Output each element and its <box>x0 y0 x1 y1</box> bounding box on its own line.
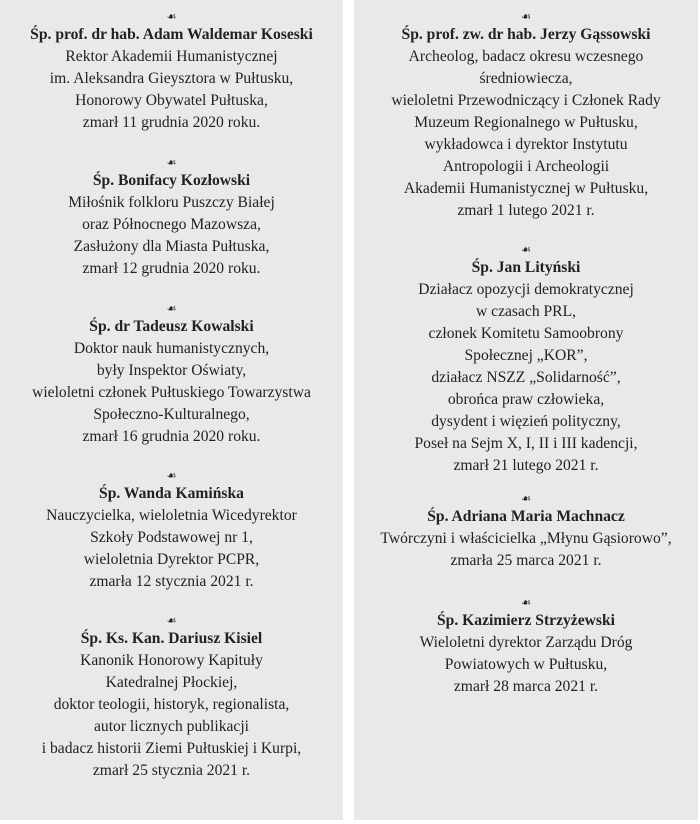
obituary-entry <box>354 492 698 572</box>
description-line: wieloletni członek Pułtuskiego Towarzystwa <box>32 384 311 401</box>
left-column <box>0 0 343 820</box>
description-line: Doktor nauk humanistycznych, <box>73 340 270 357</box>
death-date-line: zmarł 25 stycznia 2021 r. <box>92 762 251 779</box>
death-date-line: zmarł 1 lutego 2021 r. <box>457 202 595 219</box>
obituary-entry <box>0 156 343 280</box>
obituary-entry <box>354 243 698 477</box>
deceased-name: Śp. Wanda Kamińska <box>99 485 244 502</box>
description-line: Miłośnik folkloru Puszczy Białej <box>68 194 275 211</box>
description-line: członek Komitetu Samoobrony <box>428 325 624 342</box>
description-line: Szkoły Podstawowej nr 1, <box>90 529 253 546</box>
description-line: im. Aleksandra Gieysztora w Pułtusku, <box>49 70 294 87</box>
description-line: Archeolog, badacz okresu wczesnego <box>408 48 644 65</box>
description-line: Akademii Humanistycznej w Pułtusku, <box>403 180 649 197</box>
description-line: w czasach PRL, <box>475 303 577 320</box>
description-line: Nauczycielka, wieloletnia Wicedyrektor <box>46 507 297 524</box>
description-line: wieloletni Przewodniczący i Członek Rady <box>391 92 661 109</box>
death-date-line: zmarła 25 marca 2021 r. <box>450 552 602 569</box>
deceased-name: Śp. prof. zw. dr hab. Jerzy Gąssowski <box>401 26 651 43</box>
fleuron-ornament-icon: ☙ <box>166 10 177 23</box>
obituary-entry <box>354 10 698 222</box>
description-line: Twórczyni i właścicielka „Młynu Gąsiorowo”, <box>380 530 672 547</box>
obituary-entry <box>0 302 343 448</box>
description-line: Poseł na Sejm X, I, II i III kadencji, <box>414 435 638 452</box>
fleuron-ornament-icon: ☙ <box>521 492 531 505</box>
description-line: Społecznej „KOR”, <box>464 347 588 364</box>
description-line: Antropologii i Archeologii <box>442 158 610 175</box>
fleuron-ornament-icon: ☙ <box>166 469 177 482</box>
deceased-name: Śp. prof. dr hab. Adam Waldemar Koseski <box>30 26 313 43</box>
fleuron-ornament-icon: ☙ <box>521 596 531 609</box>
description-line: Działacz opozycji demokratycznej <box>418 281 634 298</box>
description-line: Kanonik Honorowy Kapituły <box>80 652 263 669</box>
description-line: średniowiecza, <box>479 70 573 87</box>
fleuron-ornament-icon: ☙ <box>166 156 177 169</box>
deceased-name: Śp. dr Tadeusz Kowalski <box>89 318 254 335</box>
deceased-name: Śp. Adriana Maria Machnacz <box>427 508 625 525</box>
fleuron-ornament-icon: ☙ <box>166 614 177 627</box>
deceased-name: Śp. Ks. Kan. Dariusz Kisiel <box>80 630 263 647</box>
description-line: Wieloletni dyrektor Zarządu Dróg <box>419 634 633 651</box>
obituary-entry <box>0 614 343 782</box>
description-line: Honorowy Obywatel Pułtuska, <box>75 92 268 109</box>
death-date-line: zmarł 11 grudnia 2020 roku. <box>82 114 261 131</box>
description-line: Katedralnej Płockiej, <box>105 674 238 691</box>
fleuron-ornament-icon: ☙ <box>521 10 531 23</box>
description-line: i badacz historii Ziemi Pułtuskiej i Kurpi, <box>41 740 302 757</box>
obituary-entry <box>0 469 343 593</box>
description-line: były Inspektor Oświaty, <box>96 362 247 379</box>
description-line: działacz NSZZ „Solidarność”, <box>431 369 621 386</box>
description-line: autor licznych publikacji <box>93 718 250 735</box>
obituary-entry <box>354 596 698 698</box>
description-line: dysydent i więzień polityczny, <box>431 413 621 430</box>
death-date-line: zmarł 12 grudnia 2020 roku. <box>82 260 261 277</box>
fleuron-ornament-icon: ☙ <box>166 302 177 315</box>
deceased-name: Śp. Kazimierz Strzyżewski <box>437 612 615 629</box>
description-line: wykładowca i dyrektor Instytutu <box>424 136 628 153</box>
death-date-line: zmarła 12 stycznia 2021 r. <box>89 573 254 590</box>
death-date-line: zmarł 28 marca 2021 r. <box>453 678 599 695</box>
right-column <box>354 0 698 820</box>
obituary-entry <box>0 10 343 134</box>
description-line: obrońca praw człowieka, <box>447 391 605 408</box>
description-line: Powiatowych w Pułtusku, <box>444 656 608 673</box>
fleuron-ornament-icon: ☙ <box>521 243 531 256</box>
description-line: doktor teologii, historyk, regionalista, <box>53 696 290 713</box>
description-line: Rektor Akademii Humanistycznej <box>65 48 278 65</box>
description-line: Społeczno-Kulturalnego, <box>93 406 250 423</box>
death-date-line: zmarł 16 grudnia 2020 roku. <box>82 428 261 445</box>
deceased-name: Śp. Jan Lityński <box>471 259 581 276</box>
description-line: Muzeum Regionalnego w Pułtusku, <box>414 114 638 131</box>
description-line: wieloletnia Dyrektor PCPR, <box>83 551 260 568</box>
deceased-name: Śp. Bonifacy Kozłowski <box>92 172 251 189</box>
description-line: Zasłużony dla Miasta Pułtuska, <box>73 238 270 255</box>
description-line: oraz Północnego Mazowsza, <box>82 216 261 233</box>
death-date-line: zmarł 21 lutego 2021 r. <box>453 457 599 474</box>
